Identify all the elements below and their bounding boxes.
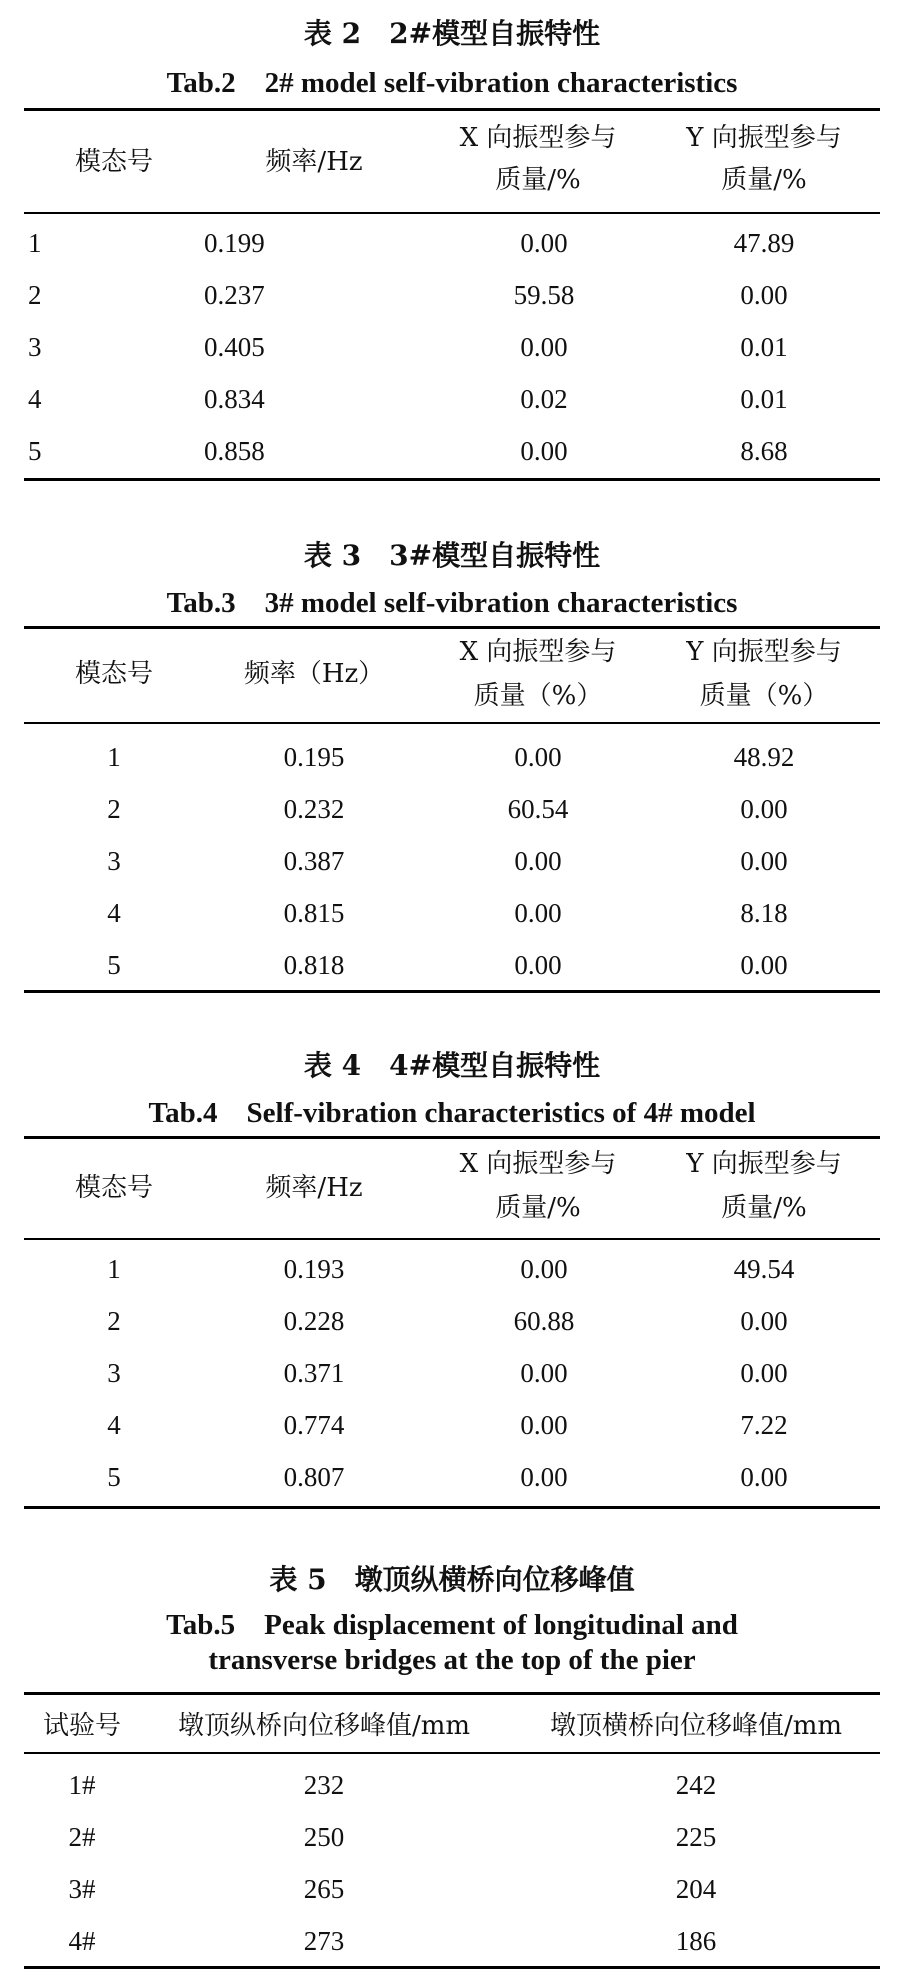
table-2-cell-x: 0.02 xyxy=(520,384,568,414)
table-3-cell-mode: 1 xyxy=(107,742,121,772)
table-2-header-freq: 频率/Hz xyxy=(265,147,363,177)
table-4-cell-mode: 4 xyxy=(107,1410,121,1440)
table-3-cell-freq: 0.818 xyxy=(283,950,345,980)
table-3-top-rule xyxy=(24,626,880,629)
table-2-cell-x: 0.00 xyxy=(520,436,568,466)
table-3-cell-freq: 0.387 xyxy=(283,846,345,876)
table-2-header-x-line2: 质量/% xyxy=(495,165,581,195)
table-3-cell-y: 48.92 xyxy=(733,742,795,772)
table-3-cell-y: 0.00 xyxy=(740,950,788,980)
table-3-cell-mode: 3 xyxy=(107,846,121,876)
table-3-caption-cn: 表 3 3#模型自振特性 xyxy=(303,539,601,572)
table-2-header-y-line1: Y 向振型参与 xyxy=(686,123,842,153)
table-4-cell-freq: 0.193 xyxy=(283,1254,345,1284)
table-4-cell-x: 0.00 xyxy=(520,1358,568,1388)
table-5-cell-transverse: 225 xyxy=(675,1822,717,1852)
table-2-cell-mode: 2 xyxy=(28,280,42,310)
table-5-cell-transverse: 186 xyxy=(675,1926,717,1956)
table-2-cell-mode: 4 xyxy=(28,384,42,414)
table-3-header-mode: 模态号 xyxy=(74,659,154,689)
table-3 xyxy=(24,520,880,1000)
table-2-cell-freq: 0.237 xyxy=(204,280,265,310)
table-5-cell-longitudinal: 250 xyxy=(303,1822,345,1852)
table-5-header-longitudinal: 墩顶纵桥向位移峰值/mm xyxy=(177,1711,471,1741)
table-3-cell-x: 0.00 xyxy=(514,742,562,772)
table-5-cell-test: 3# xyxy=(68,1874,96,1904)
table-2-bottom-rule xyxy=(24,478,880,481)
table-3-header-x-line1: X 向振型参与 xyxy=(459,637,617,667)
table-2-caption-en: Tab.2 2# model self-vibration characteristics xyxy=(166,67,738,99)
table-5-cell-longitudinal: 232 xyxy=(303,1770,345,1800)
table-3-cell-mode: 2 xyxy=(107,794,121,824)
table-4-caption-en: Tab.4 Self-vibration characteristics of 4# model xyxy=(148,1097,756,1129)
table-3-header-y-line1: Y 向振型参与 xyxy=(686,637,842,667)
table-2-header-rule xyxy=(24,212,880,214)
table-2-cell-y: 0.01 xyxy=(740,384,788,414)
table-3-bottom-rule xyxy=(24,990,880,993)
table-2-cell-y: 0.01 xyxy=(740,332,788,362)
table-5-caption-en-line1: Tab.5 Peak displacement of longitudinal and xyxy=(166,1609,738,1641)
table-4-cell-freq: 0.371 xyxy=(283,1358,345,1388)
table-3-header-x-line2: 质量（%） xyxy=(473,681,603,711)
table-4 xyxy=(24,1030,880,1520)
table-5-cell-transverse: 204 xyxy=(675,1874,717,1904)
table-3-header-rule xyxy=(24,722,880,724)
table-5-caption-cn: 表 5 墩顶纵横桥向位移峰值 xyxy=(269,1563,635,1596)
table-2-cell-freq: 0.405 xyxy=(204,332,265,362)
table-3-cell-y: 8.18 xyxy=(740,898,788,928)
table-4-cell-x: 0.00 xyxy=(520,1462,568,1492)
table-2-cell-mode: 1 xyxy=(28,228,42,258)
table-4-cell-mode: 1 xyxy=(107,1254,121,1284)
table-2-cell-freq: 0.858 xyxy=(204,436,265,466)
table-3-header-freq: 频率（Hz） xyxy=(243,659,385,689)
table-5-header-transverse: 墩顶横桥向位移峰值/mm xyxy=(549,1711,843,1741)
table-4-header-mode: 模态号 xyxy=(74,1173,154,1203)
table-5-cell-test: 2# xyxy=(68,1822,96,1852)
table-2-header-y-line2: 质量/% xyxy=(721,165,807,195)
table-2-cell-mode: 5 xyxy=(28,436,42,466)
table-4-header-x-line1: X 向振型参与 xyxy=(459,1149,617,1179)
table-4-top-rule xyxy=(24,1136,880,1139)
table-3-cell-y: 0.00 xyxy=(740,794,788,824)
table-4-bottom-rule xyxy=(24,1506,880,1509)
table-4-cell-y: 7.22 xyxy=(740,1410,788,1440)
table-3-cell-mode: 4 xyxy=(107,898,121,928)
table-4-cell-freq: 0.228 xyxy=(283,1306,345,1336)
table-2-caption-cn: 表 2 2#模型自振特性 xyxy=(303,17,601,50)
table-4-cell-y: 0.00 xyxy=(740,1358,788,1388)
table-5-top-rule xyxy=(24,1692,880,1695)
table-2-cell-mode: 3 xyxy=(28,332,42,362)
table-2-cell-x: 59.58 xyxy=(513,280,575,310)
table-5-caption-en-line2: transverse bridges at the top of the pier xyxy=(208,1644,696,1676)
table-4-header-y-line1: Y 向振型参与 xyxy=(686,1149,842,1179)
table-5-header-test: 试验号 xyxy=(42,1711,122,1741)
table-4-header-rule xyxy=(24,1238,880,1240)
table-2-header-mode: 模态号 xyxy=(74,147,154,177)
table-5-cell-test: 1# xyxy=(68,1770,96,1800)
table-4-header-y-line2: 质量/% xyxy=(721,1193,807,1223)
table-4-cell-freq: 0.774 xyxy=(283,1410,345,1440)
table-4-cell-mode: 5 xyxy=(107,1462,121,1492)
table-2-cell-x: 0.00 xyxy=(520,332,568,362)
table-5-bottom-rule xyxy=(24,1966,880,1969)
table-4-cell-x: 0.00 xyxy=(520,1254,568,1284)
table-4-cell-mode: 2 xyxy=(107,1306,121,1336)
table-5-cell-test: 4# xyxy=(68,1926,96,1956)
table-3-cell-x: 60.54 xyxy=(507,794,569,824)
table-3-cell-freq: 0.232 xyxy=(283,794,345,824)
table-5-cell-longitudinal: 265 xyxy=(303,1874,345,1904)
table-4-cell-mode: 3 xyxy=(107,1358,121,1388)
table-2-cell-y: 47.89 xyxy=(733,228,795,258)
table-4-cell-freq: 0.807 xyxy=(283,1462,345,1492)
table-3-cell-y: 0.00 xyxy=(740,846,788,876)
table-3-cell-freq: 0.815 xyxy=(283,898,345,928)
table-4-cell-y: 0.00 xyxy=(740,1306,788,1336)
table-3-cell-x: 0.00 xyxy=(514,898,562,928)
table-4-cell-y: 0.00 xyxy=(740,1462,788,1492)
table-4-cell-x: 60.88 xyxy=(513,1306,575,1336)
table-4-cell-x: 0.00 xyxy=(520,1410,568,1440)
table-4-caption-cn: 表 4 4#模型自振特性 xyxy=(303,1049,601,1082)
table-4-cell-y: 49.54 xyxy=(733,1254,795,1284)
table-4-header-freq: 频率/Hz xyxy=(265,1173,363,1203)
table-2-cell-y: 0.00 xyxy=(740,280,788,310)
table-3-cell-freq: 0.195 xyxy=(283,742,345,772)
table-5-cell-transverse: 242 xyxy=(675,1770,717,1800)
table-2-header-x-line1: X 向振型参与 xyxy=(459,123,617,153)
table-3-cell-x: 0.00 xyxy=(514,950,562,980)
table-2-cell-freq: 0.834 xyxy=(204,384,265,414)
table-3-header-y-line2: 质量（%） xyxy=(699,681,829,711)
table-3-cell-mode: 5 xyxy=(107,950,121,980)
table-5 xyxy=(24,1540,880,1970)
table-2-cell-y: 8.68 xyxy=(740,436,788,466)
table-3-cell-x: 0.00 xyxy=(514,846,562,876)
table-5-cell-longitudinal: 273 xyxy=(303,1926,345,1956)
table-4-header-x-line2: 质量/% xyxy=(495,1193,581,1223)
table-5-header-rule xyxy=(24,1752,880,1754)
table-2-top-rule xyxy=(24,108,880,111)
table-3-caption-en: Tab.3 3# model self-vibration characteristics xyxy=(166,587,738,619)
table-2 xyxy=(24,0,880,490)
table-2-cell-freq: 0.199 xyxy=(204,228,265,258)
table-2-cell-x: 0.00 xyxy=(520,228,568,258)
